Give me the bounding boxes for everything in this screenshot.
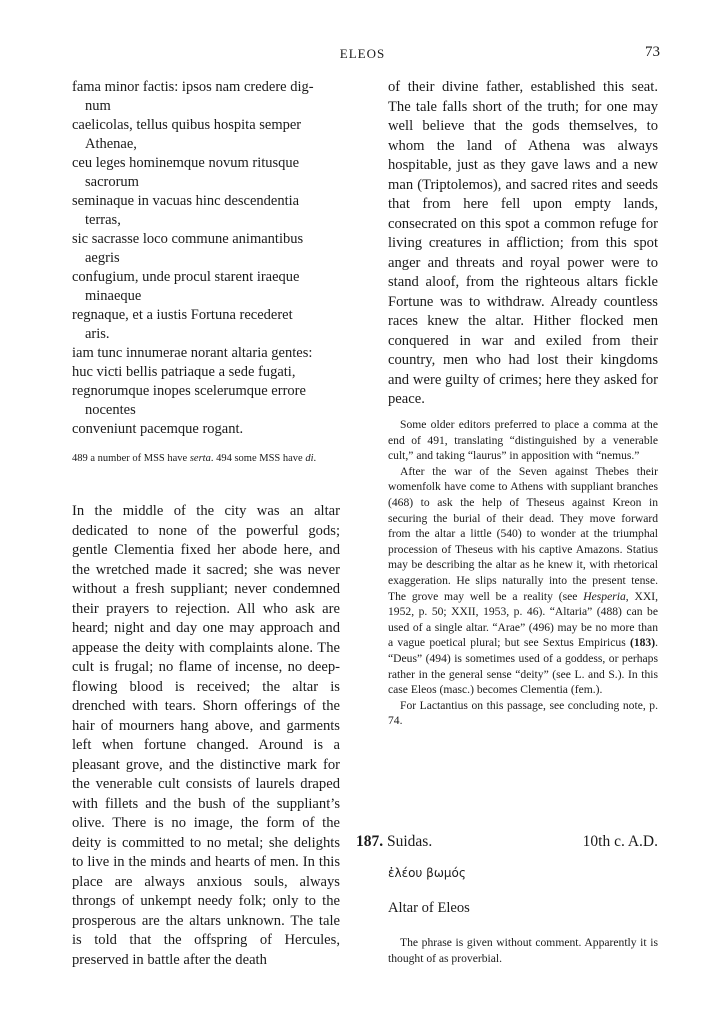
entry-comment: The phrase is given without comment. Apparently it is thought of as proverbial. (388, 936, 658, 965)
latin-line-continuation: minaeque (85, 288, 142, 304)
note-italic: Hesperia (583, 589, 626, 603)
note-text: . “Deus” (494) is sometimes used of a goddess, or perhaps rather in the general sense “deity” (see L. and S.). In this case Eleos (masc.) becomes Clementia (fem.). (388, 636, 658, 697)
latin-line: seminaque in vacuas hinc descendentia (72, 193, 300, 209)
entry-translation: Altar of Eleos (388, 900, 470, 916)
mss-note-text: 489 a number of MSS have (72, 453, 188, 464)
latin-line-continuation: aegris (85, 250, 120, 266)
entry-heading (356, 833, 658, 851)
running-head: ELEOS (339, 46, 386, 61)
latin-line: caelicolas, tellus quibus hospita semper (72, 117, 302, 133)
note-paragraph (388, 464, 658, 698)
commentary-note (388, 417, 658, 729)
mss-note-text: . 494 some MSS have (210, 453, 303, 464)
latin-text (72, 78, 344, 439)
latin-line: iam tunc innumerae norant altaria gentes: (72, 345, 313, 361)
latin-line: ceu leges hominemque novum ritusque (72, 155, 300, 171)
latin-line: sic sacrasse loco commune animantibus (72, 231, 304, 247)
latin-line: huc victi bellis patriaque a sede fugati, (72, 364, 296, 380)
latin-line-continuation: sacrorum (85, 174, 139, 190)
note-paragraph: For Lactantius on this passage, see concluding note, p. 74. (388, 698, 658, 728)
mss-note-text: . (313, 453, 317, 464)
latin-line: fama minor factis: ipsos nam credere dig- (72, 79, 314, 95)
entry-number: 187. (356, 833, 384, 850)
translation-left: In the middle of the city was an altar dedicated to none of the powerful gods; gentle Clementia fixed her abode here, and the wretched made it sacred; she was never without a fresh suppliant; never condemned their prayers to rejection. All who ask are heard; night and day one may approach and appease the deity with complaints alone. The cult is frugal; no flame of incense, no deep-flowing blood is received; the altar is drenched with tears. Shorn offerings of the hair of mourners hang above, and garments left when fortune changed. Around is a pleasant grove, and the distinctive mark for the venerable cult consists of laurels draped with fillets and the bush of the suppliant’s olive. There is no image, the form of the deity is committed to no metal; she delights to live in the minds and hearts of men. In this place are always anxious souls, always throngs of unkempt needy folk; only to the prosperous are the altars unknown. The tale is told that the offspring of Hercules, preserved in battle after the death (72, 503, 340, 968)
latin-line: confugium, unde procul starent iraeque (72, 269, 300, 285)
latin-line: conveniunt pacemque rogant. (72, 421, 244, 437)
entry-date: 10th c. A.D. (582, 833, 658, 850)
mss-note-italic: serta (189, 453, 211, 464)
note-text: , XXI, 1952, p. 50; XXII, 1953, p. 46). “Altaria” (488) can be used of a single altar. “Arae” (496) may be no more than a vague poetical plural; but see Sextus Empiricus (388, 589, 659, 650)
note-reference: (183) (629, 636, 656, 650)
mss-note-italic: di (305, 453, 314, 464)
latin-line-continuation: num (85, 98, 111, 114)
latin-line-continuation: nocentes (85, 402, 136, 418)
latin-line-continuation: terras, (85, 212, 121, 228)
manuscript-note (72, 452, 344, 466)
note-text: After the war of the Seven against Thebes their womenfolk have come to Athens with suppliant branches (468) to ask the help of Theseus against Kreon in securing the burial of their dead. They move forward from the altar a little (540) to wonder at the triumphal procession of Theseus with his captive Amazons. Statius may be describing the altar as he knew it, with rhetorical exaggeration. He slips naturally into the present tense. The grove may well be a reality (see (388, 464, 658, 603)
note-paragraph: Some older editors preferred to place a comma at the end of 491, translating “distinguished by a venerable cult,” and taking “laurus” in apposition with “nemus.” (388, 418, 658, 463)
latin-line-continuation: Athenae, (85, 136, 137, 152)
latin-line: regnaque, et a iustis Fortuna recederet (72, 307, 293, 323)
greek-text: ἐλέου βωμός (388, 866, 466, 880)
latin-line: regnorumque inopes scelerumque errore (72, 383, 306, 399)
entry-source: Suidas. (387, 833, 433, 850)
page-number: 73 (645, 44, 660, 60)
latin-line-continuation: aris. (85, 326, 110, 342)
translation-right: of their divine father, established this seat. The tale falls short of the truth; for one may well believe that the gods themselves, to whom the land of Athena was always hospitable, just as they gave laws and a new man (Triptolemos), and sacred rites and seeds that from here fell upon empty lands, consecrated on this spot a common refuge for living creatures in affliction; from this spot anger and threats and royal power were to stand aloof, from the righteous altars fickle Fortune was to withdraw. Already countless races knew the altar. Hither flocked men conquered in war and exiled from their country, men who had lost their kingdoms and were guilty of crimes; here they asked for peace. (388, 79, 658, 407)
